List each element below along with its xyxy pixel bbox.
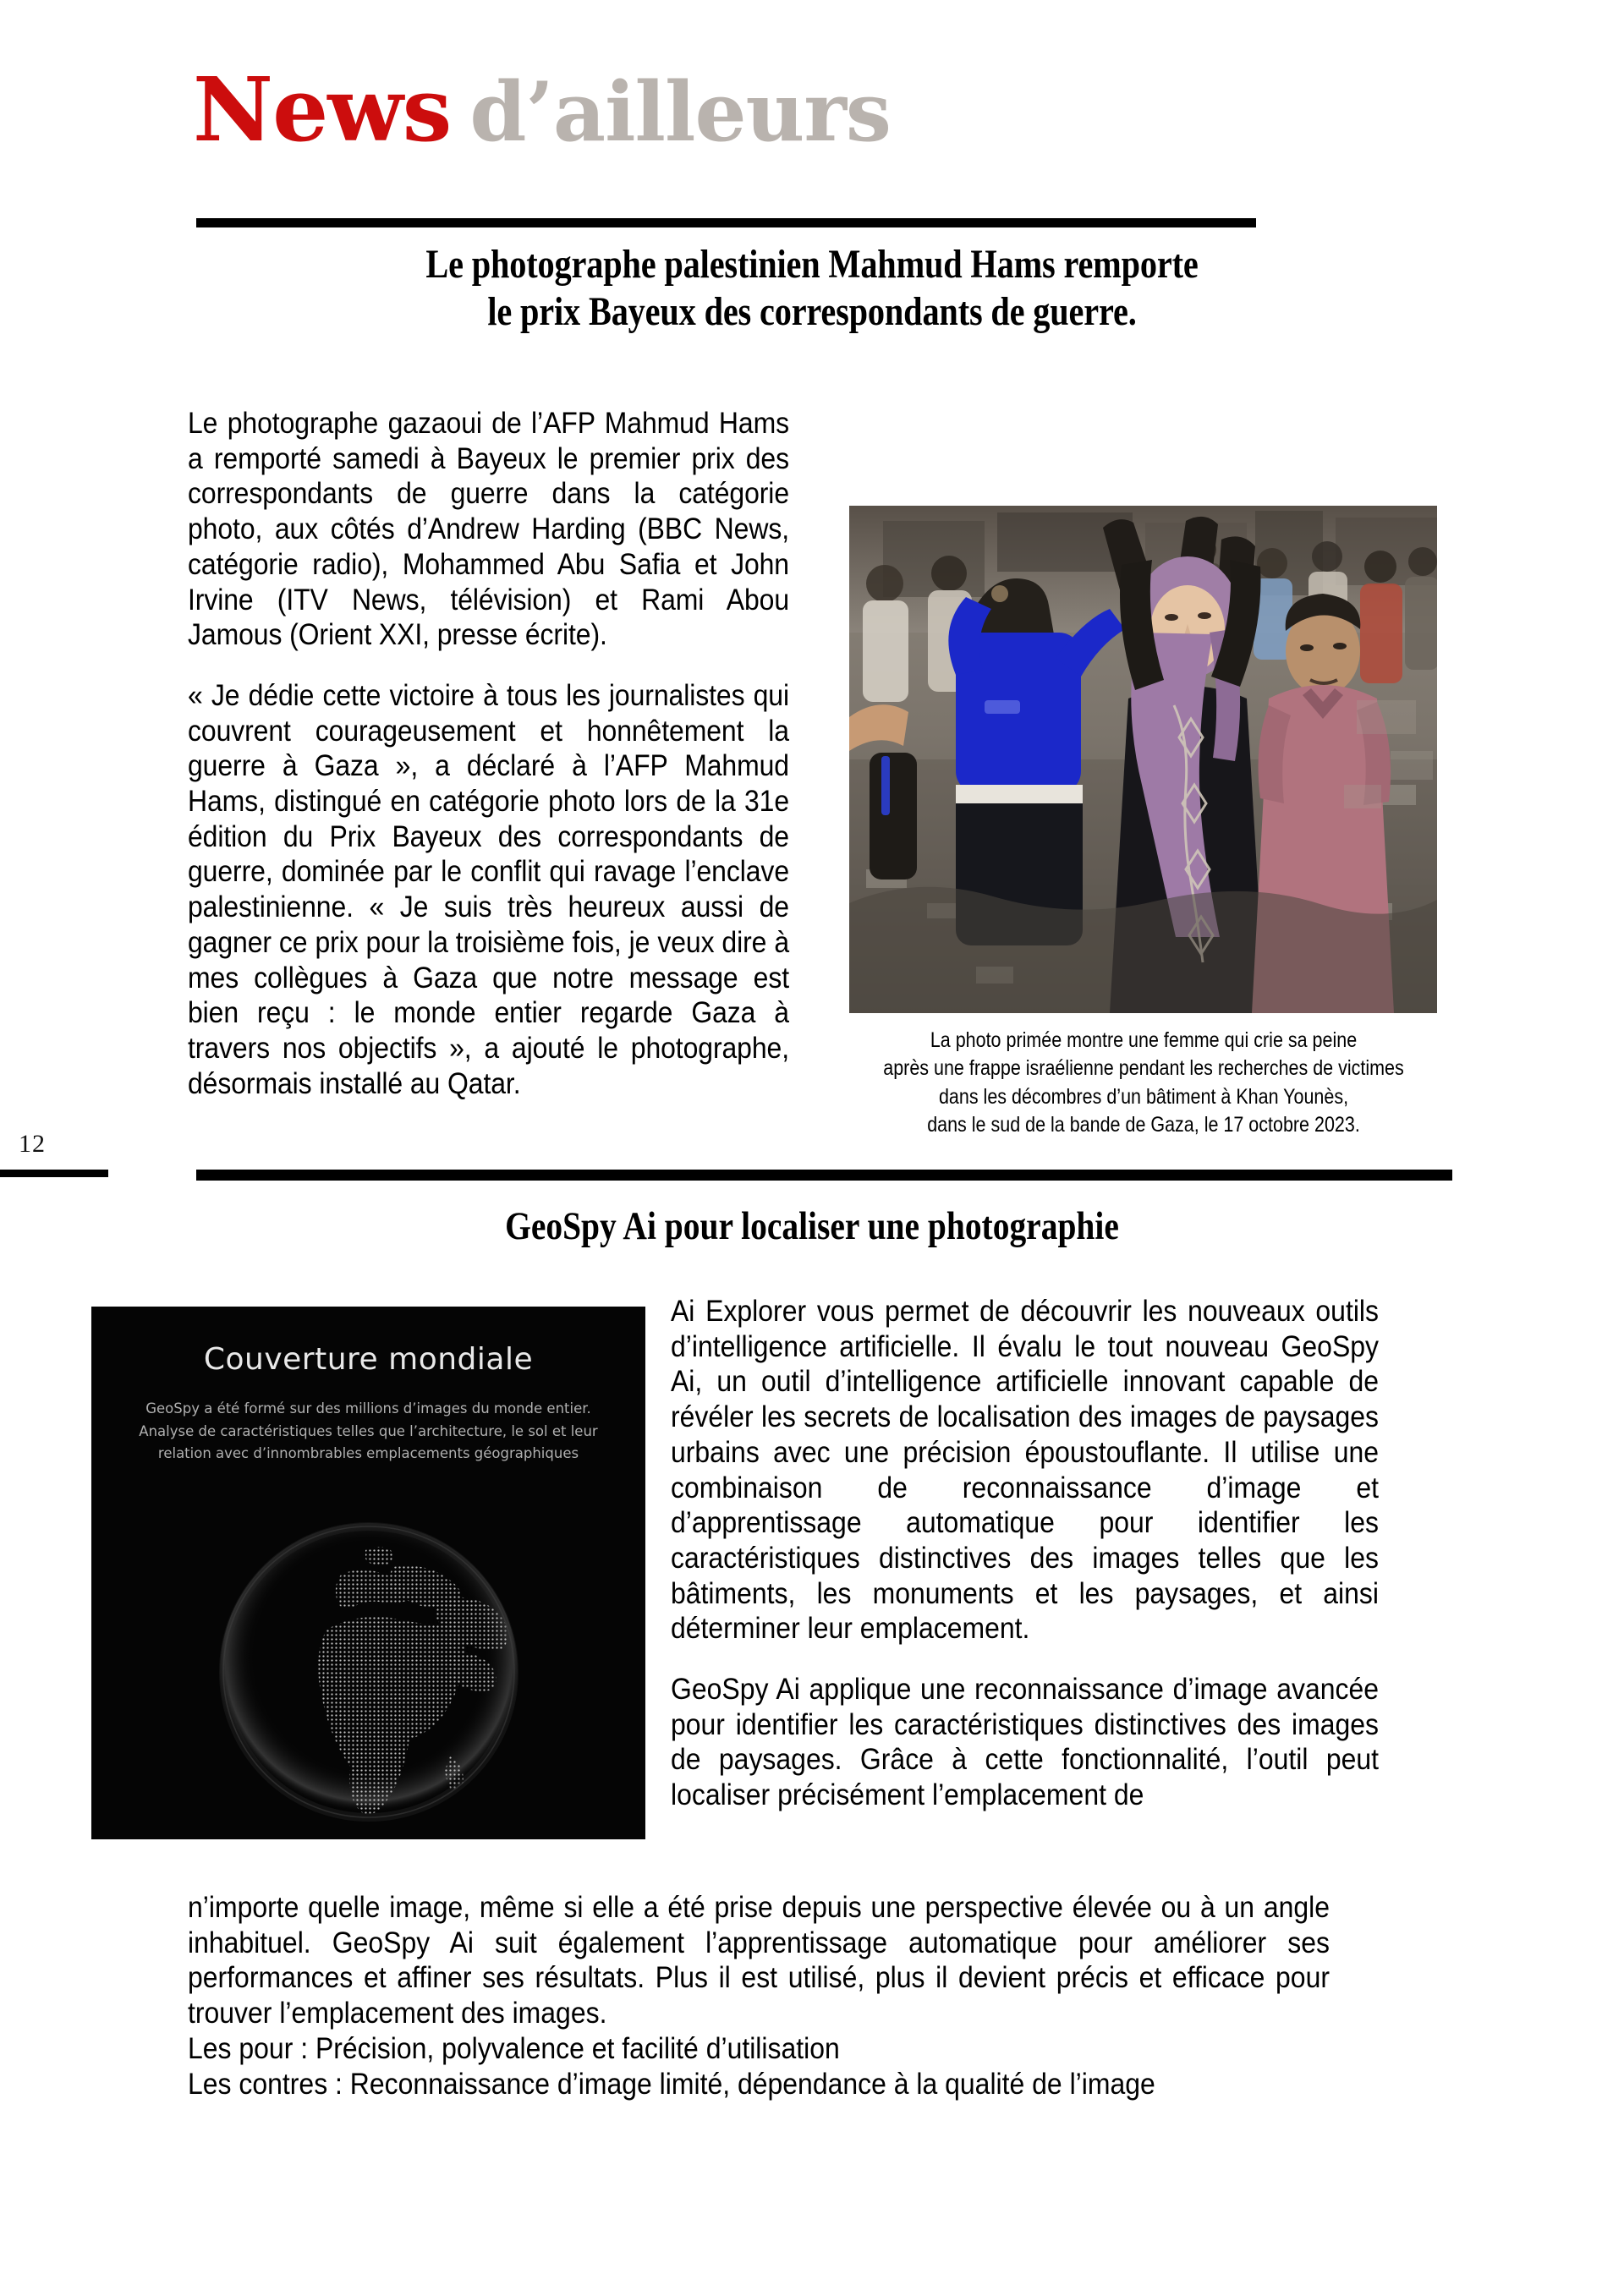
caption-line-3: dans les décombres d’un bâtiment à Khan Younès, [938,1084,1349,1109]
page-number-rule [0,1170,108,1177]
article1-headline-line2: le prix Bayeux des correspondants de guerre. [487,288,1137,334]
masthead-title-secondary: d’ailleurs [469,64,891,160]
article1-headline-line1: Le photographe palestinien Mahmud Hams remporte [425,242,1199,287]
article1-body [188,406,789,1101]
globe-graphic [200,1503,538,1839]
article1-photo-caption [883,1027,1404,1139]
article2-cons: Les contres : Reconnaissance d’image limité, dépendance à la qualité de l’image [188,2066,1155,2101]
caption-line-2: après une frappe israélienne pendant les recherches de victimes [883,1056,1404,1081]
article2-pros-cons [188,2031,1330,2101]
article2-paragraph-2-full: n’importe quelle image, même si elle a été prise depuis une perspective élevée ou à un angle inhabituel. GeoSpy Ai suit également l’apprentissage automatique pour améliorer ses performances et affiner ses résultats. Plus il est utilisé, plus il devient précis et efficace pour trouver l’emplacement des images. [188,1890,1330,2030]
article2-paragraph-2-column: GeoSpy Ai applique une reconnaissance d’image avancée pour identifier les caractéristiques distinctives des images de paysages. Grâce à cette fonctionnalité, l’outil peut localiser précisément l’emplacement de [671,1672,1379,1812]
article2-image [91,1307,645,1839]
caption-line-4: dans le sud de la bande de Gaza, le 17 octobre 2023. [927,1112,1360,1137]
caption-line-1: La photo primée montre une femme qui crie sa peine [930,1028,1358,1052]
article2-pros: Les pour : Précision, polyvalence et facilité d’utilisation [188,2030,840,2065]
geospy-image-title: Couverture mondiale [203,1342,534,1377]
masthead-divider [196,218,1256,227]
masthead-title-primary: News [193,58,452,162]
article2-full-width [188,1890,1330,2101]
article2-column [671,1294,1379,1838]
article1-paragraph-1: Le photographe gazaoui de l’AFP Mahmud Hams a remporté samedi à Bayeux le premier prix des correspondants de guerre dans la catégorie photo, aux côtés d’Andrew Harding (BBC News, catégorie radio), Mohammed Abu Safia et John Irvine (ITV News, télévision) et Rami Abou Jamous (Orient XXI, presse écrite). [188,406,789,652]
globe-icon [200,1503,538,1839]
geospy-sub-line-2: Analyse de caractéristiques telles que l’architecture, le sol et leur [139,1422,598,1439]
page-number: 12 [19,1130,46,1158]
article1-headline [294,241,1330,335]
masthead [193,58,1436,162]
geospy-image-subtitle [129,1398,608,1466]
section-divider [196,1170,1452,1181]
article1-paragraph-2: « Je dédie cette victoire à tous les journalistes qui couvrent courageusement et honnêtement la guerre à Gaza », a déclaré à l’AFP Mahmud Hams, distingué en catégorie photo lors de la 31e édition du Prix Bayeux des correspondants de guerre, dominée par le conflit qui ravage l’enclave palestinienne. « Je suis très heureux aussi de gagner ce prix pour la troisième fois, je veux dire à mes collègues à Gaza que notre message est bien reçu : le monde entier regarde Gaza à travers nos objectifs », a ajouté le photographe, désormais installé au Qatar. [188,677,789,1100]
article2-paragraph-1: Ai Explorer vous permet de découvrir les nouveaux outils d’intelligence artificielle. Il évalu le tout nouveau GeoSpy Ai, un outil d’intelligence artificielle innovant capable de révéler les secrets de localisation des images de paysages urbains avec une précision époustouflante. Il utilise une combinaison de reconnaissance d’image et d’apprentissage automatique pour identifier les caractéristiques distinctives des images telles que les bâtiments, les monuments et les paysages, et ainsi déterminer leur emplacement. [671,1294,1379,1646]
article1-photo [849,506,1437,1013]
geospy-sub-line-3: relation avec d’innombrables emplacements géographiques [157,1445,579,1462]
photo-illustration [849,506,1437,1013]
article2-headline: GeoSpy Ai pour localiser une photographie [505,1204,1119,1248]
geospy-sub-line-1: GeoSpy a été formé sur des millions d’images du monde entier. [145,1400,591,1417]
